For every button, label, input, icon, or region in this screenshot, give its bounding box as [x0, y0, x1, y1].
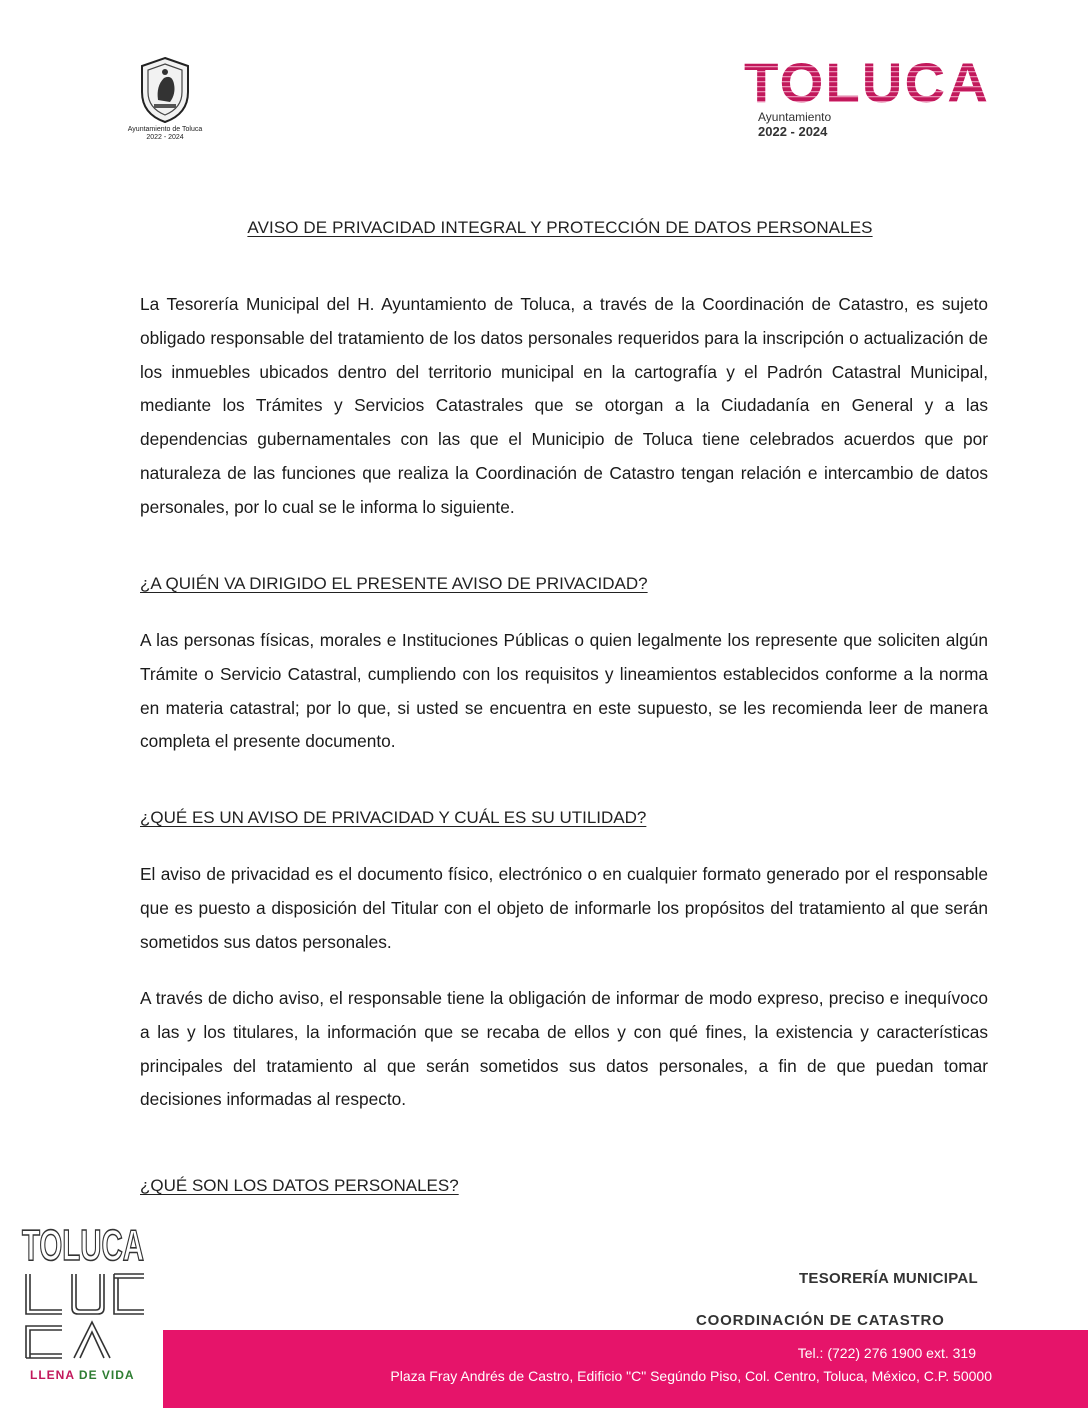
section-heading-purpose: ¿QUÉ ES UN AVISO DE PRIVACIDAD Y CUÁL ES SU UTILIDAD? — [140, 808, 647, 827]
brand-years: 2022 - 2024 — [758, 124, 828, 139]
purpose-paragraph-2: A través de dicho aviso, el responsable tiene la obligación de informar de modo expreso, preciso e inequívoco a las y los titulares, la información que se recaba de ellos y con qué fines, la existencia y características principales del tratamiento al que serán sometidos sus datos personales, a fin de que puedan tomar decisiones informadas al respecto. — [140, 988, 988, 1110]
section-heading-personal-data: ¿QUÉ SON LOS DATOS PERSONALES? — [140, 1176, 459, 1195]
brand-subtitle: Ayuntamiento — [758, 110, 832, 124]
seal-caption: Ayuntamiento de Toluca — [127, 126, 203, 133]
tagline-part-a: LLENA — [30, 1368, 75, 1382]
document-title: AVISO DE PRIVACIDAD INTEGRAL Y PROTECCIÓN DE DATOS PERSONALES — [247, 218, 873, 237]
audience-paragraph: A las personas físicas, morales e Instituciones Públicas o quien legalmente los represente que soliciten algún Trámite o Servicio Catastral, cumpliendo con los requisitos y lineamientos establecidos conforme a la norma en materia catastral; por lo que, si usted se encuentra en este supuesto, se les recomienda leer de manera completa el presente documento. — [140, 630, 988, 752]
purpose-paragraph-1: El aviso de privacidad es el documento físico, electrónico o en cualquier formato generado por el responsable que es puesto a disposición del Titular con el objeto de informarle los propósitos del tratamiento al que serán sometidos sus datos personales. — [140, 864, 988, 952]
municipal-seal — [125, 56, 205, 142]
footer-wordmark-top: TOLUCA — [22, 1221, 144, 1270]
footer-wordmark — [22, 1218, 152, 1364]
coordination-name: COORDINACIÓN DE CATASTRO — [696, 1312, 945, 1329]
footer-tagline — [30, 1368, 135, 1382]
contact-phone: Tel.: (722) 276 1900 ext. 319 — [797, 1345, 976, 1361]
brand-wordmark-text: TOLUCA — [744, 51, 990, 114]
tagline-part-b: DE VIDA — [78, 1368, 135, 1382]
intro-paragraph: La Tesorería Municipal del H. Ayuntamiento de Toluca, a través de la Coordinación de Catastro, es sujeto obligado responsable del tratamiento de los datos personales requeridos para la inscripción o actualización de los inmuebles ubicados dentro del territorio municipal en la cartografía y el Padrón Catastral Municipal, mediante los Trámites y Servicios Catastrales que se otorgan a la Ciudadanía en General y a las dependencias gubernamentales con las que el Municipio de Toluca tiene celebrados acuerdos que por naturaleza de las funciones que realiza la Coordinación de Catastro tengan relación e intercambio de datos personales, por lo cual se le informa lo siguiente. — [140, 294, 988, 517]
footer-toluca-logo — [22, 1218, 152, 1369]
seal-icon — [136, 56, 194, 124]
department-name: TESORERÍA MUNICIPAL — [798, 1270, 978, 1287]
toluca-brand-logo — [744, 51, 994, 139]
section-heading-audience: ¿A QUIÉN VA DIRIGIDO EL PRESENTE AVISO DE PRIVACIDAD? — [140, 574, 648, 593]
toluca-wordmark — [744, 51, 994, 114]
seal-years: 2022 - 2024 — [146, 134, 184, 141]
contact-address: Plaza Fray Andrés de Castro, Edificio "C" Segúndo Piso, Col. Centro, Toluca, México, C.P. 50000 — [390, 1368, 992, 1384]
